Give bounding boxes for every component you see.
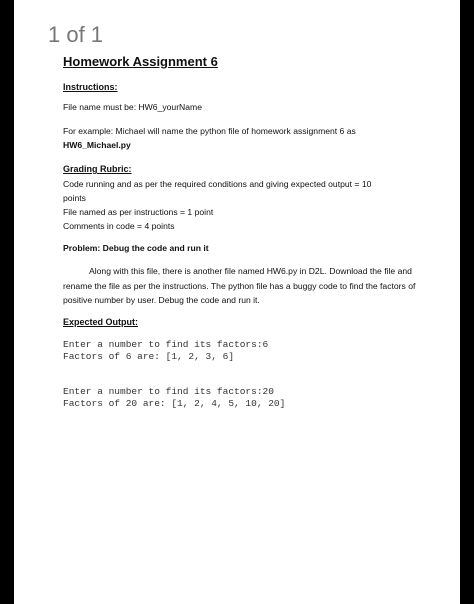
viewer-left-border [0,0,14,604]
example-line: For example: Michael will name the python file of homework assignment 6 as [63,126,356,136]
document-title: Homework Assignment 6 [63,54,218,69]
expected-output-heading: Expected Output: [63,317,139,327]
rubric-item-output: Code running and as per the required conditions and giving expected output = 10 [63,179,372,189]
rubric-heading: Grading Rubric: [63,164,132,174]
output-example-1-line-1: Enter a number to find its factors:6 [63,339,269,350]
rubric-item-comments: Comments in code = 4 points [63,221,175,231]
viewer-right-border [460,0,474,604]
instructions-heading: Instructions: [63,82,118,92]
page-count-indicator: 1 of 1 [48,22,104,47]
output-example-1-line-2: Factors of 6 are: [1, 2, 3, 6] [63,351,235,362]
problem-statement: Problem: Debug the code and run it [63,243,209,253]
file-name-rule: File name must be: HW6_yourName [63,102,202,112]
output-example-2-line-1: Enter a number to find its factors:20 [63,386,274,397]
rubric-item-filename: File named as per instructions = 1 point [63,207,214,217]
problem-body [63,264,423,308]
example-file-name: HW6_Michael.py [63,140,131,150]
rubric-item-output-cont: points [63,193,86,203]
output-example-2-line-2: Factors of 20 are: [1, 2, 4, 5, 10, 20] [63,398,286,409]
problem-body-text: Along with this file, there is another file named HW6.py in D2L. Download the file and rename the file as per the instructions. The python file has a buggy code to find the factors of positive number by user. Debug the code and run it. [63,266,416,305]
